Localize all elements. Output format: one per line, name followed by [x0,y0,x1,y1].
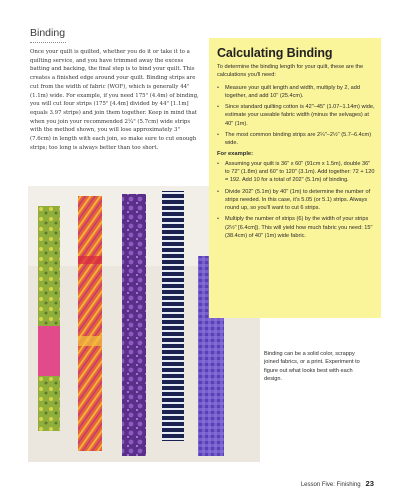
sidebar-bullet: • Measure your quilt length and width, multiply by 2, add together, and add 10" (25.4cm). [217,84,375,101]
footer-chapter-label: Lesson Five: Finishing [300,482,361,488]
sidebar-bullet: • Since standard quilting cotton is 42"–45" (1.07–1.14m) wide, estimate your useable fabric width (minus the selvages) at 40" (1m). [217,103,375,128]
example-bullet: • Divide 202" (5.1m) by 40" (1m) to determine the number of strips needed. In this case, it's 5.05 (or 5.1) strips. Always round up, so you'll want to cut 6 strips. [217,188,375,213]
sidebar-title: Calculating Binding [217,46,333,60]
calculating-binding-sidebar [209,38,381,318]
sidebar-intro: To determine the binding length for your quilt, these are the calculations you'll need: [217,64,364,79]
fabric-strip-green [38,206,60,431]
fabric-strip-purple [122,194,146,456]
page-number: 23 [365,479,374,488]
example-bullet-list [217,160,375,241]
section-title: Binding [30,27,66,39]
title-divider [30,42,66,43]
section-body: Once your quilt is quilted, whether you do it or take it to a quilting service, and you have trimmed away the excess batting and backing, the final step is to bind your quilt. This creates a finished edge around your quilt. Binding strips are cut from the width of fabric (WOF), which is generally 44" (1.1m) wide. For example, if you need 175" (4.4m) of binding, you will cut four strips (175" [4.4m] divided by 44" [1.1m] equals 3.97 strips) and join them together. Keep in mind that when you join your recommended 2¼" (5.7cm) wide strips with the method shown, you will lose approximately 3" (7.6cm) in length with each join, so make sure to cut enough strips; too long is always better than too short. [30,49,199,151]
example-bullet: • Assuming your quilt is 36" x 60" (91cm x 1.5m), double 36" to 72" (1.8m) and 60" to 120" (3.1m). Add together: 72 + 120 = 192. Add 10 for a total of 202" (5.1m) of binding. [217,160,375,185]
page-footer [280,479,374,488]
sidebar-bullet: • The most common binding strips are 2¼"–2½" (5.7–6.4cm) wide. [217,131,375,148]
sidebar-bullet-list [217,84,375,148]
example-heading: For example: [217,150,254,157]
example-bullet: • Multiply the number of strips (6) by the width of your strips (2½" [6.4cm]). This will yield how much fabric you need: 15" (38.4cm) of 40" (1m) wide fabric. [217,215,375,240]
photo-caption: Binding can be a solid color, scrappy joined fabrics, or a print. Experiment to figure out what looks best with each design. [264,351,360,382]
fabric-strip-multicolor [78,196,102,451]
fabric-strip-navy-stripe [162,191,184,441]
